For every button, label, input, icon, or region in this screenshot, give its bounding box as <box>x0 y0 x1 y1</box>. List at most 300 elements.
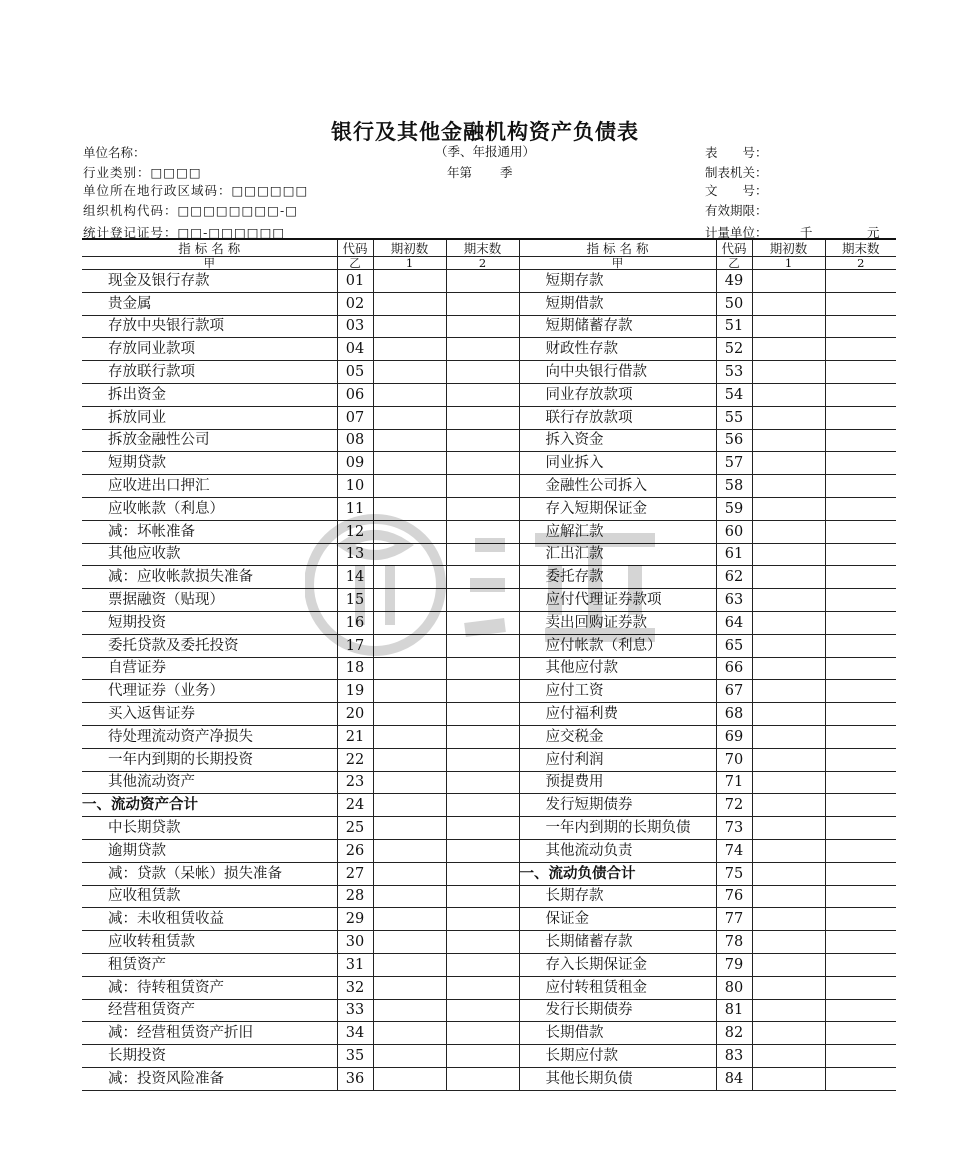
header-index-begin: 1 <box>752 257 825 270</box>
header-code: 代码 <box>716 239 752 257</box>
asset-begin-value[interactable] <box>373 292 446 315</box>
liability-end-value[interactable] <box>825 794 896 817</box>
year-label: 年第 <box>447 165 473 180</box>
liability-end-value[interactable] <box>825 908 896 931</box>
table-row <box>82 566 896 589</box>
table-row <box>82 953 896 976</box>
asset-begin-value[interactable] <box>373 543 446 566</box>
asset-begin-value[interactable] <box>373 680 446 703</box>
asset-end-value[interactable] <box>446 862 519 885</box>
liability-item-code: 59 <box>716 497 752 520</box>
liability-item-name: 财政性存款 <box>519 338 716 361</box>
liability-begin-value[interactable] <box>752 1045 825 1068</box>
liability-begin-value[interactable] <box>752 953 825 976</box>
liability-item-name: 其他长期负债 <box>519 1067 716 1090</box>
liability-item-name: 预提费用 <box>519 771 716 794</box>
asset-item-code: 04 <box>337 338 373 361</box>
asset-end-value[interactable] <box>446 680 519 703</box>
liability-item-name: 短期存款 <box>519 270 716 293</box>
table-row <box>82 292 896 315</box>
liability-item-name: 委托存款 <box>519 566 716 589</box>
liability-end-value[interactable] <box>825 931 896 954</box>
liability-item-code: 66 <box>716 657 752 680</box>
asset-item-code: 22 <box>337 748 373 771</box>
liability-item-name: 一、流动负债合计 <box>519 862 716 885</box>
asset-begin-value[interactable] <box>373 634 446 657</box>
doc-no-field: 文 号： <box>705 183 768 198</box>
table-row <box>82 361 896 384</box>
liability-item-name: 应付代理证券款项 <box>519 589 716 612</box>
table-row <box>82 1067 896 1090</box>
liability-end-value[interactable] <box>825 611 896 634</box>
liability-end-value[interactable] <box>825 361 896 384</box>
asset-item-code: 28 <box>337 885 373 908</box>
asset-end-value[interactable] <box>446 885 519 908</box>
asset-begin-value[interactable] <box>373 611 446 634</box>
liability-end-value[interactable] <box>825 862 896 885</box>
asset-end-value[interactable] <box>446 748 519 771</box>
liability-begin-value[interactable] <box>752 908 825 931</box>
header-end: 期末数 <box>825 239 896 257</box>
asset-begin-value[interactable] <box>373 1067 446 1090</box>
liability-item-name: 应付利润 <box>519 748 716 771</box>
liability-item-name: 金融性公司拆入 <box>519 475 716 498</box>
asset-item-code: 32 <box>337 976 373 999</box>
table-row <box>82 908 896 931</box>
liability-item-name: 联行存放款项 <box>519 406 716 429</box>
asset-begin-value[interactable] <box>373 748 446 771</box>
asset-item-name: 拆放同业 <box>82 406 337 429</box>
asset-item-code: 06 <box>337 383 373 406</box>
asset-item-name: 现金及银行存款 <box>82 270 337 293</box>
header-begin: 期初数 <box>373 239 446 257</box>
liability-begin-value[interactable] <box>752 338 825 361</box>
asset-end-value[interactable] <box>446 634 519 657</box>
liability-end-value[interactable] <box>825 543 896 566</box>
asset-end-value[interactable] <box>446 338 519 361</box>
liability-end-value[interactable] <box>825 953 896 976</box>
header-index-begin: 1 <box>373 257 446 270</box>
asset-end-value[interactable] <box>446 1022 519 1045</box>
liability-end-value[interactable] <box>825 839 896 862</box>
asset-begin-value[interactable] <box>373 703 446 726</box>
liability-item-code: 51 <box>716 315 752 338</box>
asset-item-name: 其他流动资产 <box>82 771 337 794</box>
header-code: 代码 <box>337 239 373 257</box>
asset-item-name: 应收租赁款 <box>82 885 337 908</box>
liability-item-name: 应解汇款 <box>519 520 716 543</box>
header-row <box>82 239 896 257</box>
liability-item-code: 75 <box>716 862 752 885</box>
liability-begin-value[interactable] <box>752 520 825 543</box>
liability-item-code: 49 <box>716 270 752 293</box>
asset-item-name: 减：坏帐准备 <box>82 520 337 543</box>
asset-item-name: 减：待转租赁资产 <box>82 976 337 999</box>
liability-end-value[interactable] <box>825 452 896 475</box>
liability-end-value[interactable] <box>825 589 896 612</box>
asset-end-value[interactable] <box>446 589 519 612</box>
table-row <box>82 1022 896 1045</box>
liability-begin-value[interactable] <box>752 862 825 885</box>
liability-item-code: 61 <box>716 543 752 566</box>
asset-begin-value[interactable] <box>373 908 446 931</box>
asset-end-value[interactable] <box>446 771 519 794</box>
liability-item-code: 68 <box>716 703 752 726</box>
liability-end-value[interactable] <box>825 520 896 543</box>
asset-end-value[interactable] <box>446 452 519 475</box>
asset-begin-value[interactable] <box>373 1022 446 1045</box>
liability-end-value[interactable] <box>825 885 896 908</box>
asset-end-value[interactable] <box>446 1045 519 1068</box>
liability-begin-value[interactable] <box>752 999 825 1022</box>
liability-item-name: 同业存放款项 <box>519 383 716 406</box>
liability-begin-value[interactable] <box>752 292 825 315</box>
liability-begin-value[interactable] <box>752 566 825 589</box>
asset-item-name: 票据融资（贴现） <box>82 589 337 612</box>
asset-begin-value[interactable] <box>373 589 446 612</box>
liability-end-value[interactable] <box>825 703 896 726</box>
asset-end-value[interactable] <box>446 543 519 566</box>
unit-name-field: 单位名称： <box>83 145 146 160</box>
liability-item-code: 71 <box>716 771 752 794</box>
asset-begin-value[interactable] <box>373 406 446 429</box>
liability-begin-value[interactable] <box>752 406 825 429</box>
asset-begin-value[interactable] <box>373 338 446 361</box>
asset-item-code: 36 <box>337 1067 373 1090</box>
liability-begin-value[interactable] <box>752 611 825 634</box>
liability-item-code: 54 <box>716 383 752 406</box>
asset-end-value[interactable] <box>446 497 519 520</box>
asset-begin-value[interactable] <box>373 817 446 840</box>
asset-begin-value[interactable] <box>373 953 446 976</box>
table-row <box>82 817 896 840</box>
table-row <box>82 976 896 999</box>
table-row <box>82 703 896 726</box>
liability-item-name: 汇出汇款 <box>519 543 716 566</box>
liability-end-value[interactable] <box>825 725 896 748</box>
asset-item-code: 24 <box>337 794 373 817</box>
liability-end-value[interactable] <box>825 771 896 794</box>
asset-item-code: 26 <box>337 839 373 862</box>
industry-field: 行业类别：□□□□ <box>83 165 202 180</box>
liability-item-code: 60 <box>716 520 752 543</box>
table-row <box>82 771 896 794</box>
asset-end-value[interactable] <box>446 361 519 384</box>
asset-end-value[interactable] <box>446 292 519 315</box>
liability-begin-value[interactable] <box>752 452 825 475</box>
liability-begin-value[interactable] <box>752 794 825 817</box>
asset-item-name: 存放中央银行款项 <box>82 315 337 338</box>
liability-begin-value[interactable] <box>752 383 825 406</box>
header-index-end: 2 <box>825 257 896 270</box>
liability-end-value[interactable] <box>825 383 896 406</box>
liability-begin-value[interactable] <box>752 771 825 794</box>
liability-begin-value[interactable] <box>752 543 825 566</box>
asset-begin-value[interactable] <box>373 976 446 999</box>
asset-item-code: 02 <box>337 292 373 315</box>
liability-end-value[interactable] <box>825 315 896 338</box>
liability-item-code: 74 <box>716 839 752 862</box>
liability-begin-value[interactable] <box>752 1022 825 1045</box>
asset-begin-value[interactable] <box>373 566 446 589</box>
asset-begin-value[interactable] <box>373 383 446 406</box>
asset-begin-value[interactable] <box>373 657 446 680</box>
liability-end-value[interactable] <box>825 680 896 703</box>
liability-begin-value[interactable] <box>752 361 825 384</box>
asset-item-code: 08 <box>337 429 373 452</box>
liability-end-value[interactable] <box>825 1067 896 1090</box>
asset-item-name: 拆放金融性公司 <box>82 429 337 452</box>
liability-item-code: 76 <box>716 885 752 908</box>
liability-item-code: 57 <box>716 452 752 475</box>
liability-item-code: 70 <box>716 748 752 771</box>
liability-end-value[interactable] <box>825 1045 896 1068</box>
liability-item-name: 应付福利费 <box>519 703 716 726</box>
liability-item-name: 长期应付款 <box>519 1045 716 1068</box>
asset-end-value[interactable] <box>446 315 519 338</box>
table-row <box>82 475 896 498</box>
liability-end-value[interactable] <box>825 406 896 429</box>
table-row <box>82 839 896 862</box>
liability-item-name: 应付帐款（利息） <box>519 634 716 657</box>
table-row <box>82 497 896 520</box>
table-row <box>82 520 896 543</box>
asset-end-value[interactable] <box>446 931 519 954</box>
asset-end-value[interactable] <box>446 817 519 840</box>
balance-sheet-table <box>82 238 896 1091</box>
stat-reg-field: 统计登记证号：□□-□□□□□□ <box>83 225 286 240</box>
asset-item-name: 减：投资风险准备 <box>82 1067 337 1090</box>
asset-item-name: 买入返售证券 <box>82 703 337 726</box>
liability-item-code: 50 <box>716 292 752 315</box>
asset-item-name: 应收转租赁款 <box>82 931 337 954</box>
liability-item-name: 同业拆入 <box>519 452 716 475</box>
asset-begin-value[interactable] <box>373 452 446 475</box>
table-row <box>82 315 896 338</box>
region-code-field: 单位所在地行政区域码：□□□□□□ <box>83 183 309 198</box>
asset-item-code: 12 <box>337 520 373 543</box>
asset-end-value[interactable] <box>446 1067 519 1090</box>
asset-end-value[interactable] <box>446 794 519 817</box>
header-index-code: 乙 <box>337 257 373 270</box>
liability-begin-value[interactable] <box>752 748 825 771</box>
asset-item-code: 15 <box>337 589 373 612</box>
asset-item-name: 其他应收款 <box>82 543 337 566</box>
liability-begin-value[interactable] <box>752 589 825 612</box>
asset-item-name: 短期贷款 <box>82 452 337 475</box>
asset-item-name: 减：未收租赁收益 <box>82 908 337 931</box>
asset-item-code: 33 <box>337 999 373 1022</box>
asset-begin-value[interactable] <box>373 520 446 543</box>
asset-item-code: 11 <box>337 497 373 520</box>
asset-begin-value[interactable] <box>373 315 446 338</box>
liability-item-name: 短期储蓄存款 <box>519 315 716 338</box>
liability-begin-value[interactable] <box>752 475 825 498</box>
liability-item-code: 79 <box>716 953 752 976</box>
asset-begin-value[interactable] <box>373 497 446 520</box>
table-row <box>82 794 896 817</box>
asset-item-code: 09 <box>337 452 373 475</box>
asset-item-code: 23 <box>337 771 373 794</box>
liability-item-code: 72 <box>716 794 752 817</box>
asset-item-code: 35 <box>337 1045 373 1068</box>
table-row <box>82 885 896 908</box>
asset-begin-value[interactable] <box>373 1045 446 1068</box>
asset-end-value[interactable] <box>446 429 519 452</box>
liability-item-name: 长期存款 <box>519 885 716 908</box>
liability-begin-value[interactable] <box>752 817 825 840</box>
asset-end-value[interactable] <box>446 703 519 726</box>
org-code-field: 组织机构代码：□□□□□□□□-□ <box>83 203 299 218</box>
asset-end-value[interactable] <box>446 611 519 634</box>
table-row <box>82 429 896 452</box>
table-row <box>82 589 896 612</box>
asset-item-name: 应收帐款（利息） <box>82 497 337 520</box>
table-row <box>82 452 896 475</box>
asset-end-value[interactable] <box>446 270 519 293</box>
liability-begin-value[interactable] <box>752 315 825 338</box>
page-title: 银行及其他金融机构资产负债表 <box>331 119 639 144</box>
liability-begin-value[interactable] <box>752 680 825 703</box>
liability-end-value[interactable] <box>825 634 896 657</box>
asset-begin-value[interactable] <box>373 361 446 384</box>
liability-end-value[interactable] <box>825 817 896 840</box>
liability-item-name: 长期借款 <box>519 1022 716 1045</box>
asset-item-code: 25 <box>337 817 373 840</box>
table-row <box>82 634 896 657</box>
liability-begin-value[interactable] <box>752 703 825 726</box>
asset-item-code: 13 <box>337 543 373 566</box>
table-row <box>82 748 896 771</box>
table-row <box>82 680 896 703</box>
asset-item-name: 贵金属 <box>82 292 337 315</box>
table-no-field: 表 号： <box>705 145 768 160</box>
liability-end-value[interactable] <box>825 497 896 520</box>
liability-item-name: 应交税金 <box>519 725 716 748</box>
table-row <box>82 999 896 1022</box>
liability-item-code: 82 <box>716 1022 752 1045</box>
liability-item-code: 83 <box>716 1045 752 1068</box>
liability-begin-value[interactable] <box>752 931 825 954</box>
asset-end-value[interactable] <box>446 657 519 680</box>
liability-end-value[interactable] <box>825 429 896 452</box>
liability-item-name: 应付转租赁租金 <box>519 976 716 999</box>
liability-end-value[interactable] <box>825 566 896 589</box>
liability-begin-value[interactable] <box>752 839 825 862</box>
asset-end-value[interactable] <box>446 976 519 999</box>
asset-begin-value[interactable] <box>373 999 446 1022</box>
liability-end-value[interactable] <box>825 657 896 680</box>
asset-end-value[interactable] <box>446 475 519 498</box>
asset-begin-value[interactable] <box>373 725 446 748</box>
asset-begin-value[interactable] <box>373 931 446 954</box>
asset-item-code: 31 <box>337 953 373 976</box>
liability-end-value[interactable] <box>825 976 896 999</box>
asset-item-code: 07 <box>337 406 373 429</box>
liability-begin-value[interactable] <box>752 429 825 452</box>
liability-item-code: 56 <box>716 429 752 452</box>
asset-end-value[interactable] <box>446 406 519 429</box>
asset-item-code: 10 <box>337 475 373 498</box>
liability-item-name: 长期储蓄存款 <box>519 931 716 954</box>
liability-begin-value[interactable] <box>752 497 825 520</box>
liability-end-value[interactable] <box>825 292 896 315</box>
asset-item-code: 16 <box>337 611 373 634</box>
asset-end-value[interactable] <box>446 999 519 1022</box>
report-frequency: （季、年报通用） <box>434 144 535 159</box>
asset-begin-value[interactable] <box>373 270 446 293</box>
liability-begin-value[interactable] <box>752 634 825 657</box>
liability-end-value[interactable] <box>825 748 896 771</box>
asset-begin-value[interactable] <box>373 794 446 817</box>
table-row <box>82 543 896 566</box>
asset-item-name: 一、流动资产合计 <box>82 794 337 817</box>
asset-item-code: 19 <box>337 680 373 703</box>
asset-item-code: 21 <box>337 725 373 748</box>
asset-begin-value[interactable] <box>373 839 446 862</box>
liability-item-code: 80 <box>716 976 752 999</box>
liability-begin-value[interactable] <box>752 657 825 680</box>
unit-yuan: 元 <box>867 225 880 240</box>
liability-item-code: 63 <box>716 589 752 612</box>
liability-item-code: 69 <box>716 725 752 748</box>
asset-end-value[interactable] <box>446 839 519 862</box>
asset-begin-value[interactable] <box>373 885 446 908</box>
asset-begin-value[interactable] <box>373 429 446 452</box>
asset-end-value[interactable] <box>446 908 519 931</box>
asset-item-name: 减：应收帐款损失准备 <box>82 566 337 589</box>
report-period <box>447 163 513 181</box>
asset-item-name: 中长期贷款 <box>82 817 337 840</box>
liability-begin-value[interactable] <box>752 1067 825 1090</box>
liability-end-value[interactable] <box>825 999 896 1022</box>
liability-item-name: 存入长期保证金 <box>519 953 716 976</box>
asset-begin-value[interactable] <box>373 771 446 794</box>
liability-end-value[interactable] <box>825 270 896 293</box>
liability-begin-value[interactable] <box>752 270 825 293</box>
liability-begin-value[interactable] <box>752 976 825 999</box>
liability-item-name: 一年内到期的长期负债 <box>519 817 716 840</box>
asset-item-name: 长期投资 <box>82 1045 337 1068</box>
asset-end-value[interactable] <box>446 566 519 589</box>
asset-end-value[interactable] <box>446 520 519 543</box>
asset-end-value[interactable] <box>446 953 519 976</box>
liability-end-value[interactable] <box>825 475 896 498</box>
header-index-name: 甲 <box>82 257 337 270</box>
asset-item-code: 27 <box>337 862 373 885</box>
asset-end-value[interactable] <box>446 725 519 748</box>
liability-end-value[interactable] <box>825 1022 896 1045</box>
liability-begin-value[interactable] <box>752 725 825 748</box>
asset-item-name: 待处理流动资产净损失 <box>82 725 337 748</box>
liability-item-code: 84 <box>716 1067 752 1090</box>
liability-begin-value[interactable] <box>752 885 825 908</box>
table-row <box>82 931 896 954</box>
asset-begin-value[interactable] <box>373 862 446 885</box>
table-row <box>82 383 896 406</box>
asset-end-value[interactable] <box>446 383 519 406</box>
asset-item-name: 一年内到期的长期投资 <box>82 748 337 771</box>
unit-thousand: 千 <box>800 225 813 240</box>
asset-begin-value[interactable] <box>373 475 446 498</box>
liability-item-code: 81 <box>716 999 752 1022</box>
liability-item-name: 存入短期保证金 <box>519 497 716 520</box>
valid-period-field: 有效期限： <box>705 203 768 218</box>
asset-item-code: 14 <box>337 566 373 589</box>
liability-end-value[interactable] <box>825 338 896 361</box>
asset-item-code: 03 <box>337 315 373 338</box>
liability-item-name: 拆入资金 <box>519 429 716 452</box>
